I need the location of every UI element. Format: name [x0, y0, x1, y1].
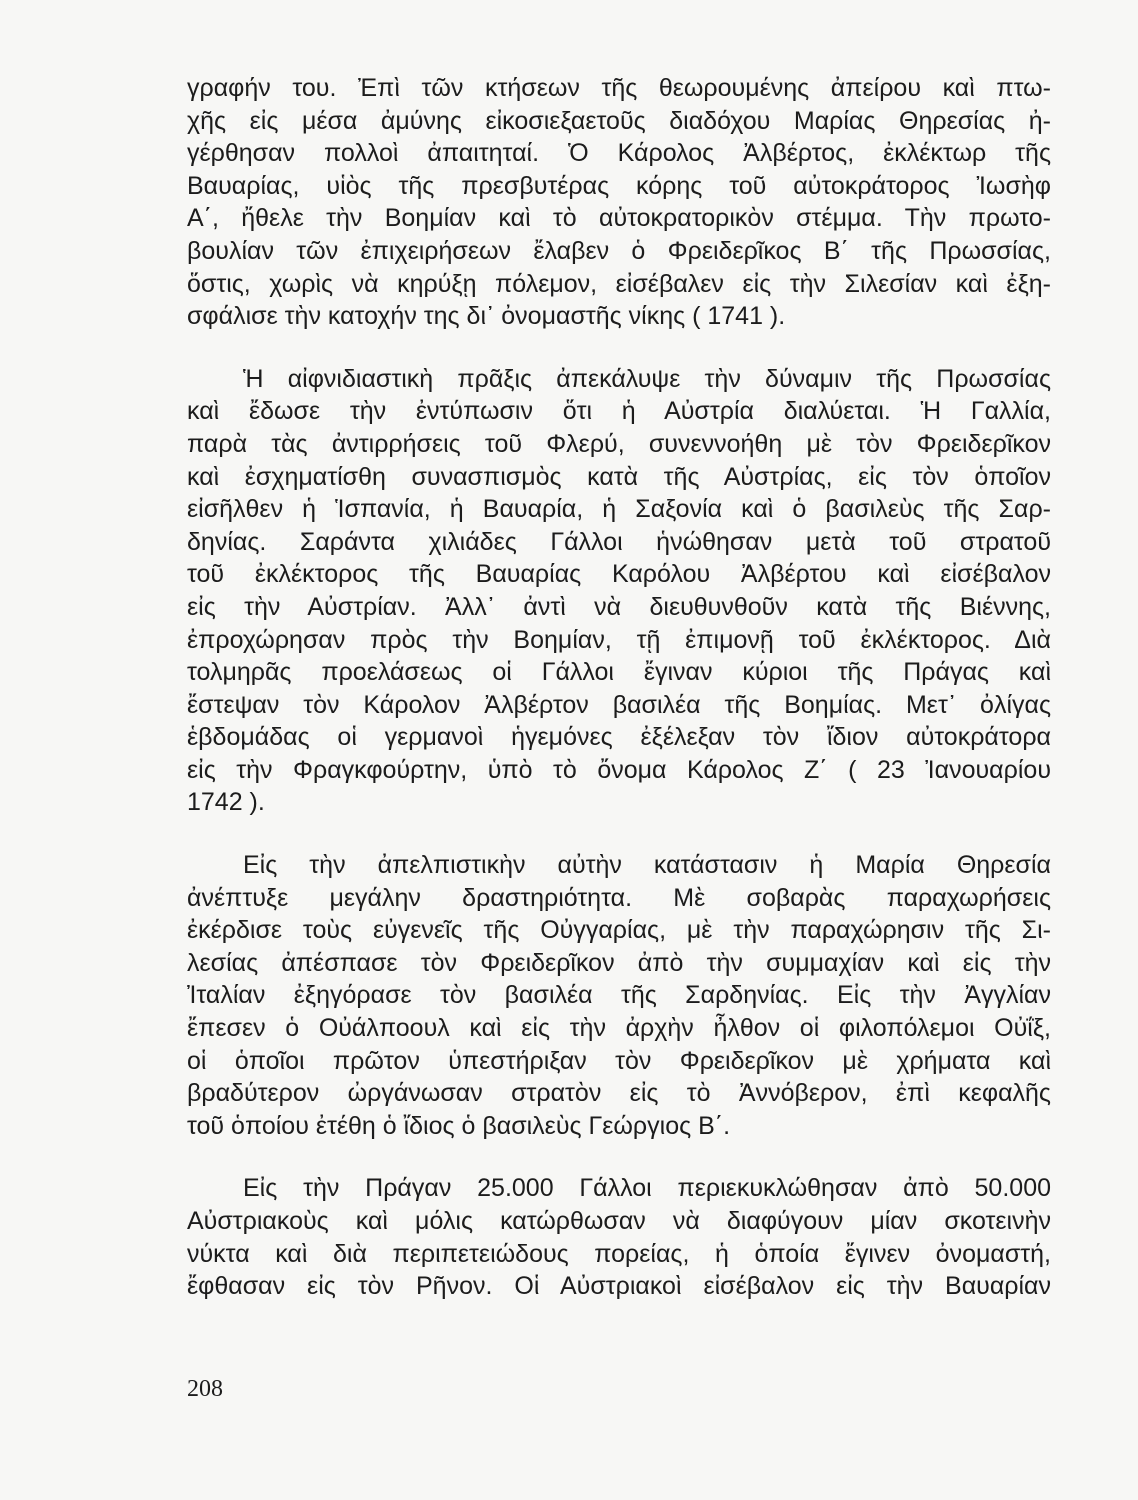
text-line: καὶ ἐσχηματίσθη συνασπισμὸς κατὰ τῆς Αὐστρίας, εἰς τὸν ὁποῖον [187, 462, 1051, 491]
text-line: γέρθησαν πολλοὶ ἀπαιτηταί. Ὁ Κάρολος Ἀλβέρτος, ἐκλέκτωρ τῆς [187, 139, 1051, 168]
text-line: σφάλισε τὴν κατοχήν της δι᾿ ὀνομαστῆς νίκης ( 1741 ). [187, 302, 786, 331]
text-line: βουλίαν τῶν ἐπιχειρήσεων ἔλαβεν ὁ Φρειδερῖκος Β΄ τῆς Πρωσσίας, [187, 236, 1051, 265]
text-line: ἑβδομάδας οἱ γερμανοὶ ἡγεμόνες ἐξέλεξαν τὸν ἴδιον αὐτοκράτορα [187, 723, 1051, 752]
paragraph [187, 72, 1051, 333]
paragraph [187, 1172, 1051, 1302]
text-line: Εἰς τὴν Πράγαν 25.000 Γάλλοι περιεκυκλώθησαν ἀπὸ 50.000 [243, 1174, 1051, 1203]
text-line: εἰς τὴν Αὐστρίαν. Ἀλλ᾿ ἀντὶ νὰ διευθυνθοῦν κατὰ τῆς Βιέννης, [187, 592, 1051, 621]
text-line: τοῦ ὁποίου ἐτέθη ὁ ἴδιος ὁ βασιλεὺς Γεώργιος Β΄. [187, 1111, 731, 1140]
text-line: οἱ ὁποῖοι πρῶτον ὑπεστήριξαν τὸν Φρειδερῖκον μὲ χρήματα καὶ [187, 1046, 1051, 1075]
page-number: 208 [187, 1376, 223, 1402]
text-line: τοῦ ἐκλέκτορος τῆς Βαυαρίας Καρόλου Ἀλβέρτου καὶ εἰσέβαλον [187, 560, 1051, 589]
paragraph [187, 363, 1051, 819]
text-line: ἀνέπτυξε μεγάλην δραστηριότητα. Μὲ σοβαρὰς παραχωρήσεις [187, 883, 1051, 912]
text-line: τολμηρᾶς προελάσεως οἱ Γάλλοι ἔγιναν κύριοι τῆς Πράγας καὶ [187, 658, 1051, 687]
text-line: Εἰς τὴν ἀπελπιστικὴν αὐτὴν κατάστασιν ἡ Μαρία Θηρεσία [243, 851, 1051, 880]
text-line: βραδύτερον ὠργάνωσαν στρατὸν εἰς τὸ Ἀννόβερον, ἐπὶ κεφαλῆς [187, 1079, 1051, 1108]
text-line: Ἰταλίαν ἐξηγόρασε τὸν βασιλέα τῆς Σαρδηνίας. Εἰς τὴν Ἀγγλίαν [187, 981, 1051, 1010]
text-line: 1742 ). [187, 788, 265, 817]
page-body [187, 72, 1051, 1333]
text-line: νύκτα καὶ διὰ περιπετειώδους πορείας, ἡ ὁποία ἔγινεν ὀνομαστή, [187, 1239, 1051, 1268]
text-line: ἐκέρδισε τοὺς εὐγενεῖς τῆς Οὐγγαρίας, μὲ τὴν παραχώρησιν τῆς Σι- [187, 916, 1051, 945]
text-line: γραφήν του. Ἐπὶ τῶν κτήσεων τῆς θεωρουμένης ἀπείρου καὶ πτω- [187, 74, 1051, 102]
text-line: ἐπροχώρησαν πρὸς τὴν Βοημίαν, τῇ ἐπιμονῇ τοῦ ἐκλέκτορος. Διὰ [187, 625, 1051, 654]
text-line: ἔφθασαν εἰς τὸν Ρῆνον. Οἱ Αὐστριακοὶ εἰσέβαλον εἰς τὴν Βαυαρίαν [187, 1272, 1051, 1301]
text-line: Α΄, ἤθελε τὴν Βοημίαν καὶ τὸ αὐτοκρατορικὸν στέμμα. Τὴν πρωτο- [187, 204, 1051, 233]
text-line: Αὐστριακοὺς καὶ μόλις κατώρθωσαν νὰ διαφύγουν μίαν σκοτεινὴν [187, 1207, 1051, 1235]
text-line: εἰσῆλθεν ἡ Ἱσπανία, ἡ Βαυαρία, ἡ Σαξονία καὶ ὁ βασιλεὺς τῆς Σαρ- [187, 495, 1051, 524]
text-line: ἔστεψαν τὸν Κάρολον Ἀλβέρτον βασιλέα τῆς Βοημίας. Μετ᾿ ὀλίγας [187, 690, 1051, 719]
text-line: Ἡ αἰφνιδιαστικὴ πρᾶξις ἀπεκάλυψε τὴν δύναμιν τῆς Πρωσσίας [243, 364, 1051, 393]
text-line: λεσίας ἀπέσπασε τὸν Φρειδερῖκον ἀπὸ τὴν συμμαχίαν καὶ εἰς τὴν [187, 948, 1051, 977]
text-line: καὶ ἔδωσε τὴν ἐντύπωσιν ὅτι ἡ Αὐστρία διαλύεται. Ἡ Γαλλία, [187, 397, 1051, 426]
text-line: ἔπεσεν ὁ Οὐάλποουλ καὶ εἰς τὴν ἀρχὴν ἦλθον οἱ φιλοπόλεμοι Οὐΐξ, [187, 1014, 1051, 1043]
text-line: ὅστις, χωρὶς νὰ κηρύξῃ πόλεμον, εἰσέβαλεν εἰς τὴν Σιλεσίαν καὶ ἐξη- [187, 269, 1051, 298]
paragraph [187, 849, 1051, 1142]
text-line: χῆς εἰς μέσα ἀμύνης εἰκοσιεξαετοῦς διαδόχου Μαρίας Θηρεσίας ἠ- [187, 106, 1051, 135]
text-line: δηνίας. Σαράντα χιλιάδες Γάλλοι ἡνώθησαν μετὰ τοῦ στρατοῦ [187, 527, 1051, 556]
text-line: Βαυαρίας, υἱὸς τῆς πρεσβυτέρας κόρης τοῦ αὐτοκράτορος Ἰωσὴφ [187, 171, 1051, 200]
text-line: παρὰ τὰς ἀντιρρήσεις τοῦ Φλερύ, συνεννοήθη μὲ τὸν Φρειδερῖκον [187, 429, 1051, 458]
text-line: εἰς τὴν Φραγκφούρτην, ὑπὸ τὸ ὄνομα Κάρολος Ζ΄ ( 23 Ἰανουαρίου [187, 755, 1051, 784]
